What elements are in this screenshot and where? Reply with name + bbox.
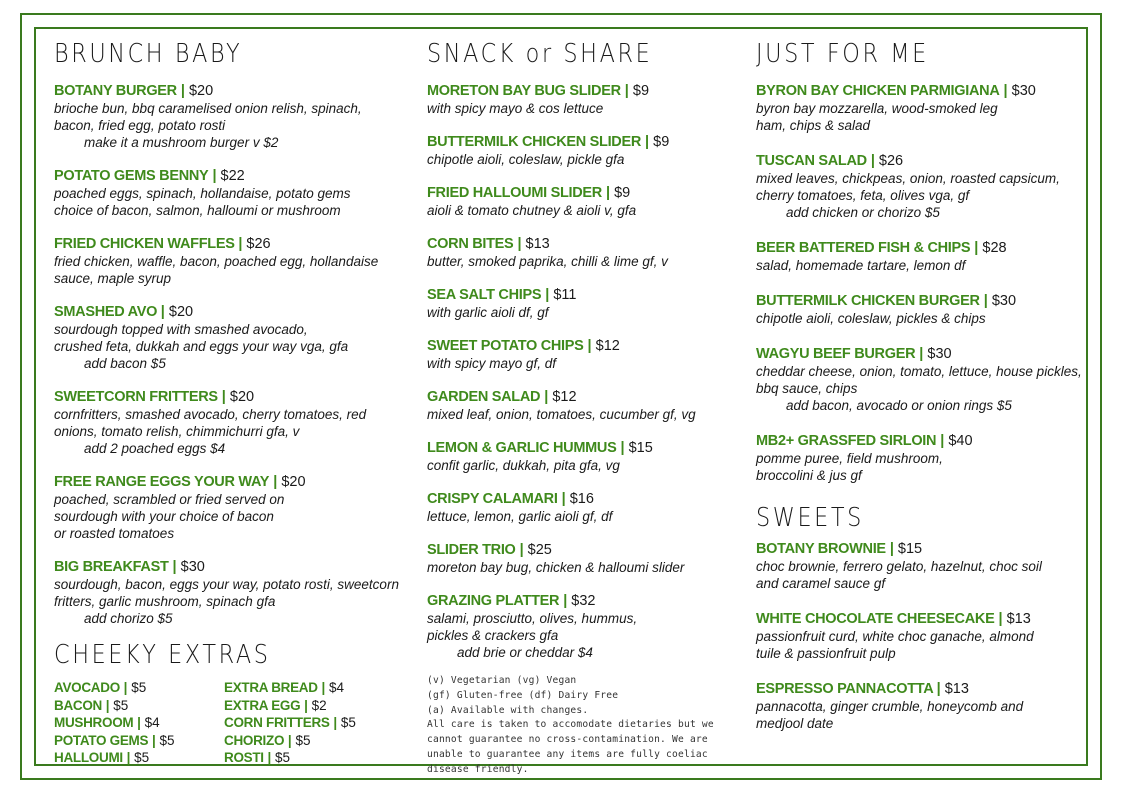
sweets-list [756,540,1096,732]
price-separator: | [994,611,1007,627]
menu-item-addon: add 2 poached eggs $4 [84,441,226,456]
menu-item-description: poached, scrambled or fried served on sourdough with your choice of bacon or roasted tomatoes [54,492,285,541]
menu-item-description: sourdough, bacon, eggs your way, potato rosti, sweetcorn fritters, garlic mushroom, spinach gfa [54,577,399,609]
brunch-list [54,82,410,627]
section-heading-sweets: SWEETS [756,503,864,533]
price-separator: | [583,338,596,354]
extra-item-name: CHORIZO [224,732,285,748]
menu-item-name: FRIED CHICKEN WAFFLES [54,236,239,252]
price-separator: | [263,750,276,766]
menu-item-title [54,558,410,576]
menu-item-title [54,473,410,491]
menu-item-price: $9 [614,185,631,201]
extra-item-name: EXTRA EGG [224,697,301,713]
justforme-list [756,82,1096,484]
menu-item-title [756,152,1096,170]
menu-item-name: WHITE CHOCOLATE CHEESECAKE [756,611,995,627]
menu-item-title [756,345,1096,363]
menu-item [756,432,1096,484]
menu-item-addon: add bacon $5 [84,356,166,371]
menu-item-name: SLIDER TRIO [427,542,516,558]
extra-item [54,749,224,767]
menu-item-name: MORETON BAY BUG SLIDER [427,83,621,99]
menu-item-name: FREE RANGE EGGS YOUR WAY [54,474,270,490]
note-line: (gf) Gluten-free (df) Dairy Free [427,689,619,701]
extra-item-price: $2 [311,697,327,713]
price-separator: | [616,440,629,456]
menu-item [54,388,410,457]
menu-item-price: $32 [571,593,596,609]
extra-item-price: $5 [159,732,175,748]
extra-item-price: $4 [329,680,345,695]
note-line: (v) Vegetarian (vg) Vegan [427,675,577,686]
menu-item-description: butter, smoked paprika, chilli & lime gf, v [427,254,668,269]
menu-item-price: $30 [991,293,1017,309]
price-separator: | [160,304,169,320]
menu-item-title [427,286,739,304]
extra-item-price: $5 [134,750,150,766]
price-separator: | [515,542,528,558]
price-separator: | [559,593,572,609]
menu-item-price: $20 [188,83,214,99]
menu-item-name: BOTANY BROWNIE [756,541,886,557]
menu-item-description: poached eggs, spinach, hollandaise, potato gems choice of bacon, salmon, halloumi or mushroom [54,186,351,218]
extra-item [54,714,224,732]
menu-item [427,388,739,423]
menu-item-description: choc brownie, ferrero gelato, hazelnut, choc soil and caramel sauce gf [756,559,1042,591]
price-separator: | [133,715,145,731]
menu-item-addon: make it a mushroom burger v $2 [84,135,279,150]
section-heading-justforme: JUST FOR ME [756,39,929,69]
price-separator: | [284,732,296,748]
extra-item-name: MUSHROOM [54,715,134,731]
menu-item [756,152,1096,221]
menu-item-name: SEA SALT CHIPS [427,287,542,303]
menu-item-title [427,490,739,508]
price-separator: | [915,346,928,362]
menu-item-name: BIG BREAKFAST [54,559,169,575]
menu-item-name: BEER BATTERED FISH & CHIPS [756,240,971,256]
menu-item-title [427,235,739,253]
menu-item-description: sourdough topped with smashed avocado, crushed feta, dukkah and eggs your way vga, gfa [54,322,349,354]
price-separator: | [979,293,992,309]
menu-item-description: cheddar cheese, onion, tomato, lettuce, house pickles, bbq sauce, chips [756,364,1082,396]
menu-item-description: aioli & tomato chutney & aioli v, gfa [427,203,637,218]
menu-item-description: with spicy mayo & cos lettuce [427,101,604,116]
menu-item-name: POTATO GEMS BENNY [54,168,209,184]
menu-item-price: $20 [168,304,194,320]
column-right [756,38,1096,750]
menu-item-name: FRIED HALLOUMI SLIDER [427,185,602,201]
extra-item [224,714,394,732]
menu-item [54,167,410,219]
menu-item-price: $13 [525,236,550,252]
extras-column-left [54,679,224,767]
price-separator: | [513,236,526,252]
menu-item [427,592,739,661]
menu-item-price: $30 [180,559,205,575]
menu-item-price: $20 [229,389,255,405]
extra-item-name: BACON [54,697,102,713]
menu-item-title [427,184,739,202]
note-line: All care is taken to accomodate dietaries but we [427,719,714,731]
extra-item [224,749,394,767]
menu-item-addon: add chorizo $5 [84,611,173,626]
menu-item-description: byron bay mozzarella, wood-smoked leg ham, chips & salad [756,101,998,133]
menu-item-title [427,592,739,610]
menu-item-description: pannacotta, ginger crumble, honeycomb and medjool date [756,699,1024,731]
price-separator: | [541,287,554,303]
menu-item [756,239,1096,274]
extra-item [224,679,394,697]
extra-item-name: EXTRA BREAD [224,680,318,695]
menu-item [427,286,739,321]
menu-item-description: confit garlic, dukkah, pita gfa, vg [427,458,620,473]
menu-item [756,82,1096,134]
column-middle [427,38,739,778]
menu-item-price: $22 [220,168,245,184]
menu-item-description: passionfruit curd, white choc ganache, almond tuile & passionfruit pulp [756,629,1034,661]
note-line: (a) Available with changes. [427,704,589,716]
menu-item-price: $11 [553,287,577,303]
menu-item-name: BUTTERMILK CHICKEN BURGER [756,293,980,309]
extra-item-price: $5 [295,732,311,748]
menu-item-price: $25 [527,542,552,558]
section-heading-extras: CHEEKY EXTRAS [54,640,271,670]
menu-item-description: with garlic aioli df, gf [427,305,549,320]
menu-item [427,82,739,117]
price-separator: | [217,389,230,405]
menu-item-price: $13 [944,681,969,697]
menu-item-title [756,292,1096,310]
menu-item-description: brioche bun, bbq caramelised onion relish, spinach, bacon, fried egg, potato rosti [54,101,362,133]
menu-item-description: moreton bay bug, chicken & halloumi slider [427,560,685,575]
menu-item [427,439,739,474]
menu-item-price: $26 [246,236,271,252]
menu-item-addon: add chicken or chorizo $5 [786,205,940,220]
menu-item-description: with spicy mayo gf, df [427,356,557,371]
extra-item [54,732,224,750]
note-line: unable to guarantee any items are fully coeliac [427,748,708,760]
menu-item-description: cornfritters, smashed avocado, cherry tomatoes, red onions, tomato relish, chimmichurri gfa, v [54,407,367,439]
price-separator: | [122,750,135,766]
price-separator: | [936,681,945,697]
price-separator: | [329,715,341,731]
price-separator: | [866,153,879,169]
extra-item-price: $4 [144,715,160,731]
menu-item-description: lettuce, lemon, garlic aioli gf, df [427,509,613,524]
menu-item-price: $12 [595,338,620,354]
menu-item-title [54,235,410,253]
menu-item-title [54,82,410,100]
extras-list [54,679,410,767]
menu-item-title [427,82,739,100]
menu-item-name: SWEET POTATO CHIPS [427,338,584,354]
menu-item-addon: add bacon, avocado or onion rings $5 [786,398,1012,413]
extra-item-price: $5 [131,680,147,695]
menu-item-name: TUSCAN SALAD [756,153,867,169]
menu-item-price: $28 [982,240,1007,256]
menu-item-title [427,133,739,151]
price-separator: | [970,240,983,256]
note-line: disease friendly. [427,763,529,775]
price-separator: | [885,541,898,557]
column-left [54,38,410,767]
extra-item [54,697,224,715]
menu-item-name: BYRON BAY CHICKEN PARMIGIANA [756,83,1000,99]
menu-item [427,337,739,372]
section-heading-snack: SNACK or SHARE [427,39,653,69]
menu-item-title [756,239,1096,257]
menu-item [756,292,1096,327]
extra-item-name: POTATO GEMS [54,732,149,748]
menu-item-price: $13 [1006,611,1031,627]
menu-item-price: $20 [281,474,306,490]
extra-item-name: ROSTI [224,750,264,766]
menu-item-name: LEMON & GARLIC HUMMUS [427,440,617,456]
menu-item-description: salami, prosciutto, olives, hummus, pickles & crackers gfa [427,611,638,643]
menu-item-price: $9 [653,134,670,150]
extra-item-price: $5 [340,715,356,731]
price-separator: | [300,697,312,713]
menu-item-name: ESPRESSO PANNACOTTA [756,681,937,697]
menu-item-name: BUTTERMILK CHICKEN SLIDER [427,134,642,150]
price-separator: | [601,185,615,201]
menu-item [756,345,1096,414]
menu-item-name: SMASHED AVO [54,304,161,320]
menu-item-name: SWEETCORN FRITTERS [54,389,218,405]
dietary-notes [427,674,739,778]
extra-item-name: HALLOUMI [54,750,123,766]
price-separator: | [176,83,189,99]
menu-item [54,235,410,287]
menu-item-title [427,337,739,355]
menu-item [427,541,739,576]
menu-item-name: WAGYU BEEF BURGER [756,346,916,362]
menu-item-title [756,610,1096,628]
price-separator: | [641,134,654,150]
price-separator: | [148,732,160,748]
price-separator: | [102,697,114,713]
menu-item [756,680,1096,732]
menu-item [54,473,410,542]
section-heading-brunch: BRUNCH BABY [54,39,243,69]
menu-item-title [54,167,410,185]
menu-item-price: $30 [927,346,952,362]
price-separator: | [119,680,132,695]
menu-item-name: GARDEN SALAD [427,389,541,405]
menu-item [427,235,739,270]
menu-item-title [54,388,410,406]
menu-item-title [756,680,1096,698]
price-separator: | [557,491,570,507]
menu-item [756,540,1096,592]
menu-item [427,133,739,168]
extra-item [54,679,224,697]
price-separator: | [269,474,282,490]
menu-item-description: chipotle aioli, coleslaw, pickle gfa [427,152,625,167]
price-separator: | [936,433,949,449]
menu-item-name: MB2+ GRASSFED SIRLOIN [756,433,937,449]
menu-item-price: $15 [628,440,653,456]
menu-item-title [756,540,1096,558]
menu-item [54,558,410,627]
menu-item [756,610,1096,662]
extra-item-price: $5 [113,697,129,713]
price-separator: | [238,236,247,252]
menu-item-price: $30 [1011,83,1036,99]
menu-item-name: CORN BITES [427,236,514,252]
snack-list [427,82,739,661]
menu-item-description: chipotle aioli, coleslaw, pickles & chips [756,311,986,326]
menu-item-title [427,541,739,559]
menu-item-title [756,432,1096,450]
menu-item-name: BOTANY BURGER [54,83,177,99]
extra-item-name: AVOCADO [54,680,120,695]
menu-item [54,303,410,372]
price-separator: | [540,389,553,405]
menu-item-title [427,439,739,457]
price-separator: | [168,559,181,575]
menu-item-price: $15 [897,541,923,557]
menu-item-price: $9 [632,83,650,99]
menu-item [427,490,739,525]
menu-item-addon: add brie or cheddar $4 [457,645,593,660]
extra-item-price: $5 [275,750,291,766]
note-line: cannot guarantee no cross-contamination. We are [427,734,708,746]
menu-item-description: fried chicken, waffle, bacon, poached egg, hollandaise sauce, maple syrup [54,254,379,286]
extra-item [224,732,394,750]
extra-item [224,697,394,715]
menu-item-description: salad, homemade tartare, lemon df [756,258,966,273]
price-separator: | [999,83,1012,99]
menu-item-price: $40 [948,433,973,449]
menu-item [54,82,410,151]
menu-item-description: pomme puree, field mushroom, broccolini & jus gf [756,451,943,483]
price-separator: | [317,680,329,695]
menu-item-price: $26 [878,153,904,169]
menu-item-title [54,303,410,321]
extra-item-name: CORN FRITTERS [224,715,330,731]
menu-item-description: mixed leaves, chickpeas, onion, roasted capsicum, cherry tomatoes, feta, olives vga, gf [756,171,1060,203]
menu-item-title [756,82,1096,100]
price-separator: | [208,168,221,184]
menu-item [427,184,739,219]
menu-item-price: $12 [552,389,577,405]
menu-item-description: mixed leaf, onion, tomatoes, cucumber gf, vg [427,407,696,422]
menu-item-title [427,388,739,406]
menu-item-name: CRISPY CALAMARI [427,491,558,507]
menu-item-price: $16 [569,491,594,507]
menu-item-name: GRAZING PLATTER [427,593,560,609]
price-separator: | [620,83,633,99]
extras-column-right [224,679,394,767]
